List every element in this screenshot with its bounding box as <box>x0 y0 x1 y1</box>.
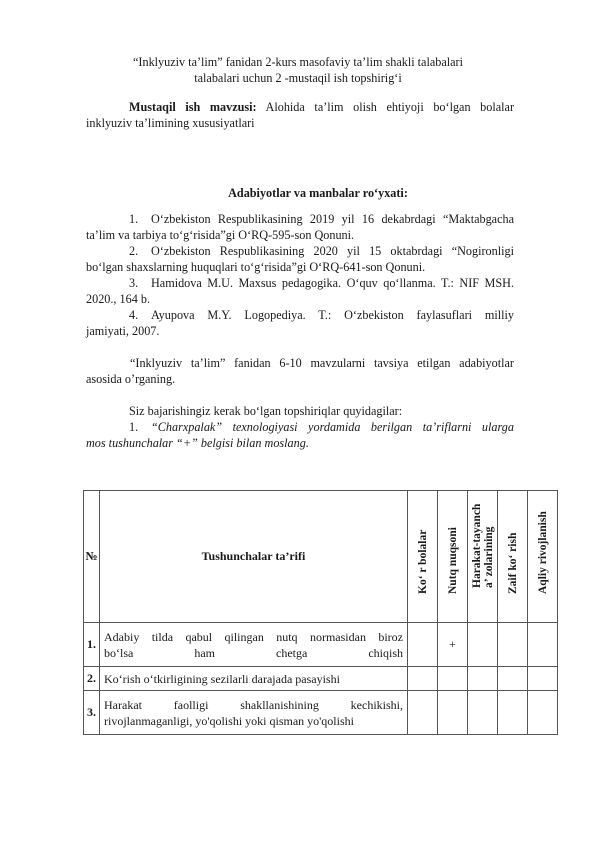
ref-3-line-2: 2020., 164 b. <box>86 292 150 306</box>
topic-line-2: inklyuziv ta’limining xususiyatlari <box>86 116 255 130</box>
task-1-line-2: mos tushunchalar “+” belgisi bilan moslang. <box>86 436 309 450</box>
task-1-line-1: 1. “Charxpalak” texnologiyasi yordamida berilgan ta’riflarni ularga <box>129 420 514 434</box>
topic-text-1: Alohida ta’lim olish ehtiyoji bo‘lgan bolalar <box>265 100 515 114</box>
ref-3-line-1: 3. Hamidova M.U. Maxsus pedagogika. O‘quv qo‘llanma. T.: NIF MSH. <box>129 276 514 290</box>
table-row: 1. Adabiy tilda qabul qilingan nutq normasidan biroz bo‘lsa ham chetga chiqish + <box>84 623 558 667</box>
header-col-2: Nutq nuqsoni <box>438 491 468 623</box>
topic-line-1 <box>129 100 514 115</box>
tasks-intro: Siz bajarishingiz kerak bo‘lgan topshiriqlar quyidagilar: <box>129 404 403 418</box>
table-row: 3. Harakat faolligi shakllanishining kechikishi, rivojlanmaganligi, yo'qolishi yoki qisman yo'qolishi <box>84 691 558 735</box>
table-row: 2. Ko‘rish o‘tkirligining sezilarli darajada pasayishi <box>84 667 558 691</box>
references-heading: Adabiyotlar va manbalar ro‘yxati: <box>228 186 408 200</box>
concepts-table <box>83 490 558 735</box>
header-col-5: Aqliy rivojlanish <box>528 491 558 623</box>
ref-2-line-2: bo‘lgan shaxslarning huquqlari to‘g‘risida”gi O‘RQ-641-son Qonuni. <box>86 260 426 274</box>
header-num: № <box>84 491 100 623</box>
ref-1-line-1: 1. O‘zbekiston Respublikasining 2019 yil 16 dekabrdagi “Maktabgacha <box>129 212 514 226</box>
header-col-3: Harakat-tayanch a’ zolarining <box>468 491 498 623</box>
topic-label: Mustaqil ish mavzusi: <box>129 100 257 114</box>
ref-1-line-2: ta’lim va tarbiya to‘g‘risida”gi O‘RQ-595-son Qonuni. <box>86 228 355 242</box>
title-line-1: “Inklyuziv ta’lim” fanidan 2-kurs masofaviy ta’lim shakli talabalari <box>133 55 463 69</box>
instruction-line-2: asosida o’rganing. <box>86 372 176 386</box>
instruction-line-1: “Inklyuziv ta’lim” fanidan 6-10 mavzularni tavsiya etilgan adabiyotlar <box>130 356 514 370</box>
ref-4-line-1: 4. Ayupova M.Y. Logopediya. T.: O‘zbekiston faylasuflari milliy <box>129 308 514 322</box>
ref-2-line-1: 2. O‘zbekiston Respublikasining 2020 yil 15 oktabrdagi “Nogironligi <box>129 244 514 258</box>
header-definition: Tushunchalar ta’rifi <box>100 491 408 623</box>
table-header-row <box>84 491 558 623</box>
header-col-1: Ko‘ r bolalar <box>408 491 438 623</box>
ref-4-line-2: jamiyati, 2007. <box>86 324 160 338</box>
header-col-4: Zaif ko‘ rish <box>498 491 528 623</box>
title-line-2: talabalari uchun 2 -mustaqil ish topshirig‘i <box>194 71 402 85</box>
